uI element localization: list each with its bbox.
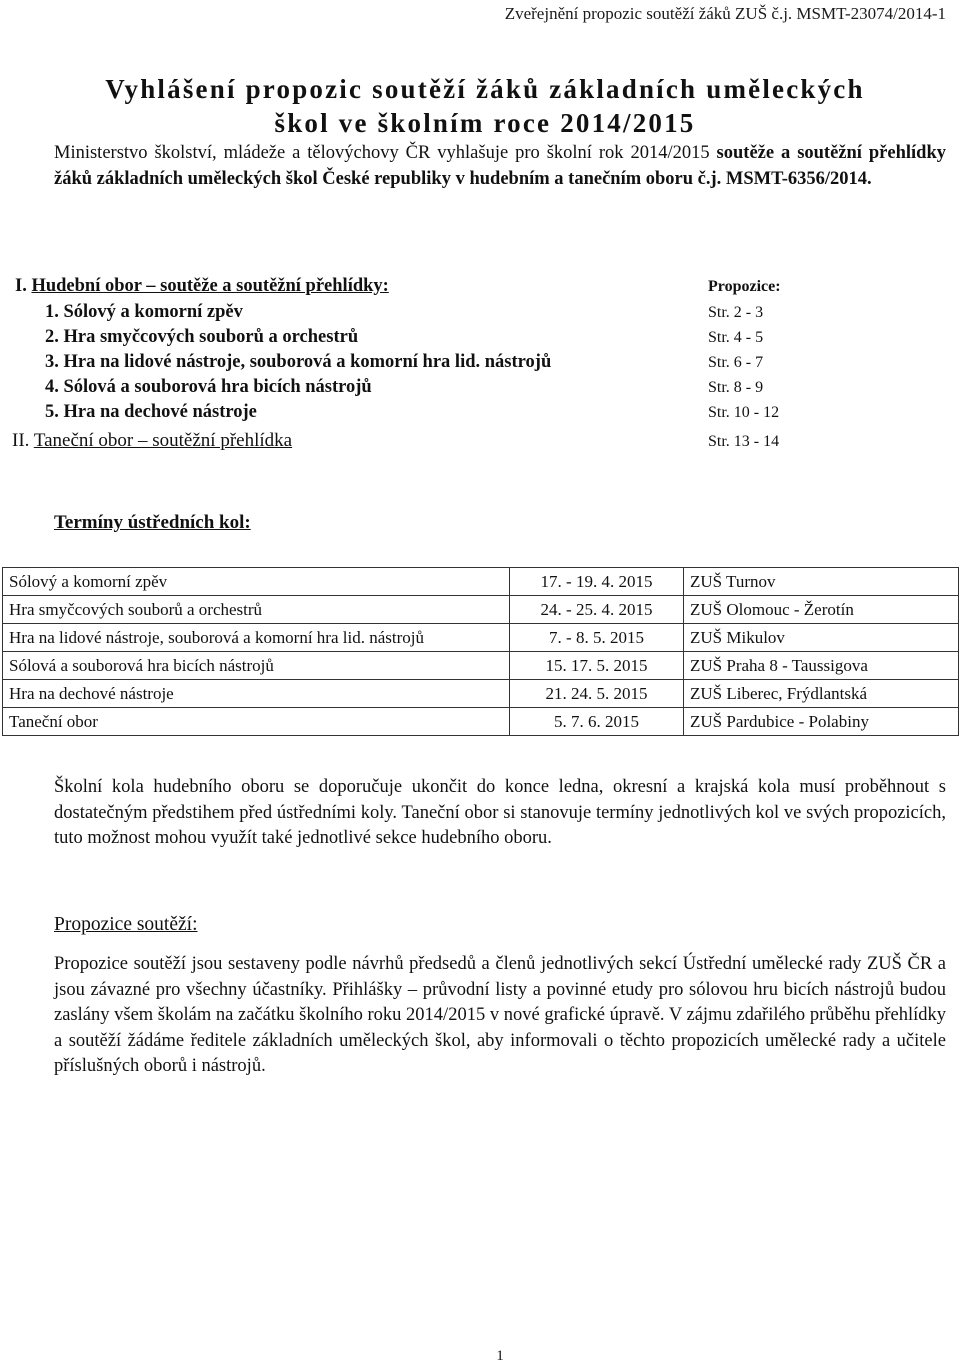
toc-item	[45, 302, 243, 323]
toc-section-number: II.	[12, 430, 30, 451]
toc-item	[45, 377, 372, 398]
toc-item-number: 1.	[45, 302, 59, 322]
date-cell: 7. - 8. 5. 2015	[510, 624, 684, 652]
document-reference: Zveřejnění propozic soutěží žáků ZUŠ č.j. MSMT-23074/2014-1	[504, 4, 946, 23]
table-row	[3, 680, 959, 708]
toc-item	[45, 352, 551, 373]
toc-section-number: I.	[15, 276, 27, 296]
toc-section-title: Taneční obor – soutěžní přehlídka	[33, 430, 293, 451]
page-title-line-2: škol ve školním roce 2014/2015	[274, 108, 696, 138]
toc-item-label: Hra smyčcových souborů a orchestrů	[63, 327, 359, 347]
date-cell: 17. - 19. 4. 2015	[510, 568, 684, 596]
propozice-paragraph: Propozice soutěží jsou sestaveny podle návrhů předsedů a členů jednotlivých sekcí Ústřední umělecké rady ZUŠ ČR a jsou závazné pro všechny účastníky. Přihlášky – průvodní listy a povinné etudy pro sólovou hru bicích nástrojů budou zaslány všem školám na začátku školního roku 2014/2015 v nové grafické úpravě. V zájmu zdařilého průběhu přehlídky a soutěží žádáme ředitele základních uměleckých škol, aby informovali o těchto propozicích umělecké rady a učitele příslušných oborů i nástrojů.	[54, 954, 946, 1076]
toc-item-label: Hra na lidové nástroje, souborová a komorní hra lid. nástrojů	[63, 352, 552, 372]
toc-item-label: Sólový a komorní zpěv	[63, 302, 243, 322]
intro-text: Ministerstvo školství, mládeže a tělovýchovy ČR vyhlašuje pro školní rok 2014/2015	[54, 143, 717, 163]
toc-item-pages: Str. 2 - 3	[708, 304, 764, 321]
toc-item-label: Hra na dechové nástroje	[63, 402, 257, 422]
discipline-cell: Hra na lidové nástroje, souborová a komorní hra lid. nástrojů	[3, 624, 510, 652]
toc-section-title: Hudební obor – soutěže a soutěžní přehlídky:	[31, 276, 389, 296]
date-cell: 24. - 25. 4. 2015	[510, 596, 684, 624]
page-number: 1	[496, 1348, 504, 1364]
table-row	[3, 568, 959, 596]
discipline-cell: Sólová a souborová hra bicích nástrojů	[3, 652, 510, 680]
table-row	[3, 624, 959, 652]
venue-cell: ZUŠ Pardubice - Polabiny	[684, 708, 959, 736]
terms-table	[2, 567, 959, 736]
page-title-line-1: Vyhlášení propozic soutěží žáků základních uměleckých	[105, 74, 865, 104]
propozice-heading: Propozice soutěží:	[54, 914, 198, 935]
table-row	[3, 596, 959, 624]
toc-item-number: 4.	[45, 377, 59, 397]
toc-section-dance	[12, 430, 292, 452]
toc-section-music	[15, 276, 389, 297]
date-cell: 5. 7. 6. 2015	[510, 708, 684, 736]
toc-item-pages: Str. 13 - 14	[708, 433, 780, 450]
table-row	[3, 708, 959, 736]
terms-heading: Termíny ústředních kol:	[54, 512, 251, 533]
venue-cell: ZUŠ Praha 8 - Taussigova	[684, 652, 959, 680]
rounds-paragraph: Školní kola hudebního oboru se doporučuje ukončit do konce ledna, okresní a krajská kola musí proběhnout s dostatečným předstihem před ústředními koly. Taneční obor si stanovuje termíny jednotlivých kol ve svých propozicích, tuto možnost mohou využít také jednotlivé sekce hudebního oboru.	[54, 777, 946, 848]
discipline-cell: Hra smyčcových souborů a orchestrů	[3, 596, 510, 624]
date-cell: 15. 17. 5. 2015	[510, 652, 684, 680]
toc-item	[45, 402, 257, 423]
toc-item-number: 2.	[45, 327, 59, 347]
venue-cell: ZUŠ Olomouc - Žerotín	[684, 596, 959, 624]
toc-item-pages: Str. 8 - 9	[708, 379, 764, 396]
toc-item-pages: Str. 10 - 12	[708, 404, 780, 421]
intro-text-bold: soutěže a soutěžní přehlídky žáků základních uměleckých škol České republiky v hudebním a tanečním oboru č.j. MSMT-6356/2014.	[54, 143, 946, 189]
toc-item-label: Sólová a souborová hra bicích nástrojů	[63, 377, 372, 397]
discipline-cell: Hra na dechové nástroje	[3, 680, 510, 708]
toc-item	[45, 327, 358, 348]
discipline-cell: Taneční obor	[3, 708, 510, 736]
toc-item-pages: Str. 6 - 7	[708, 354, 764, 371]
venue-cell: ZUŠ Turnov	[684, 568, 959, 596]
date-cell: 21. 24. 5. 2015	[510, 680, 684, 708]
table-row	[3, 652, 959, 680]
toc-item-number: 3.	[45, 352, 59, 372]
venue-cell: ZUŠ Mikulov	[684, 624, 959, 652]
toc-item-pages: Str. 4 - 5	[708, 329, 764, 346]
toc-column-header: Propozice:	[708, 278, 781, 295]
venue-cell: ZUŠ Liberec, Frýdlantská	[684, 680, 959, 708]
discipline-cell: Sólový a komorní zpěv	[3, 568, 510, 596]
intro-paragraph	[54, 140, 946, 192]
toc-item-number: 5.	[45, 402, 59, 422]
